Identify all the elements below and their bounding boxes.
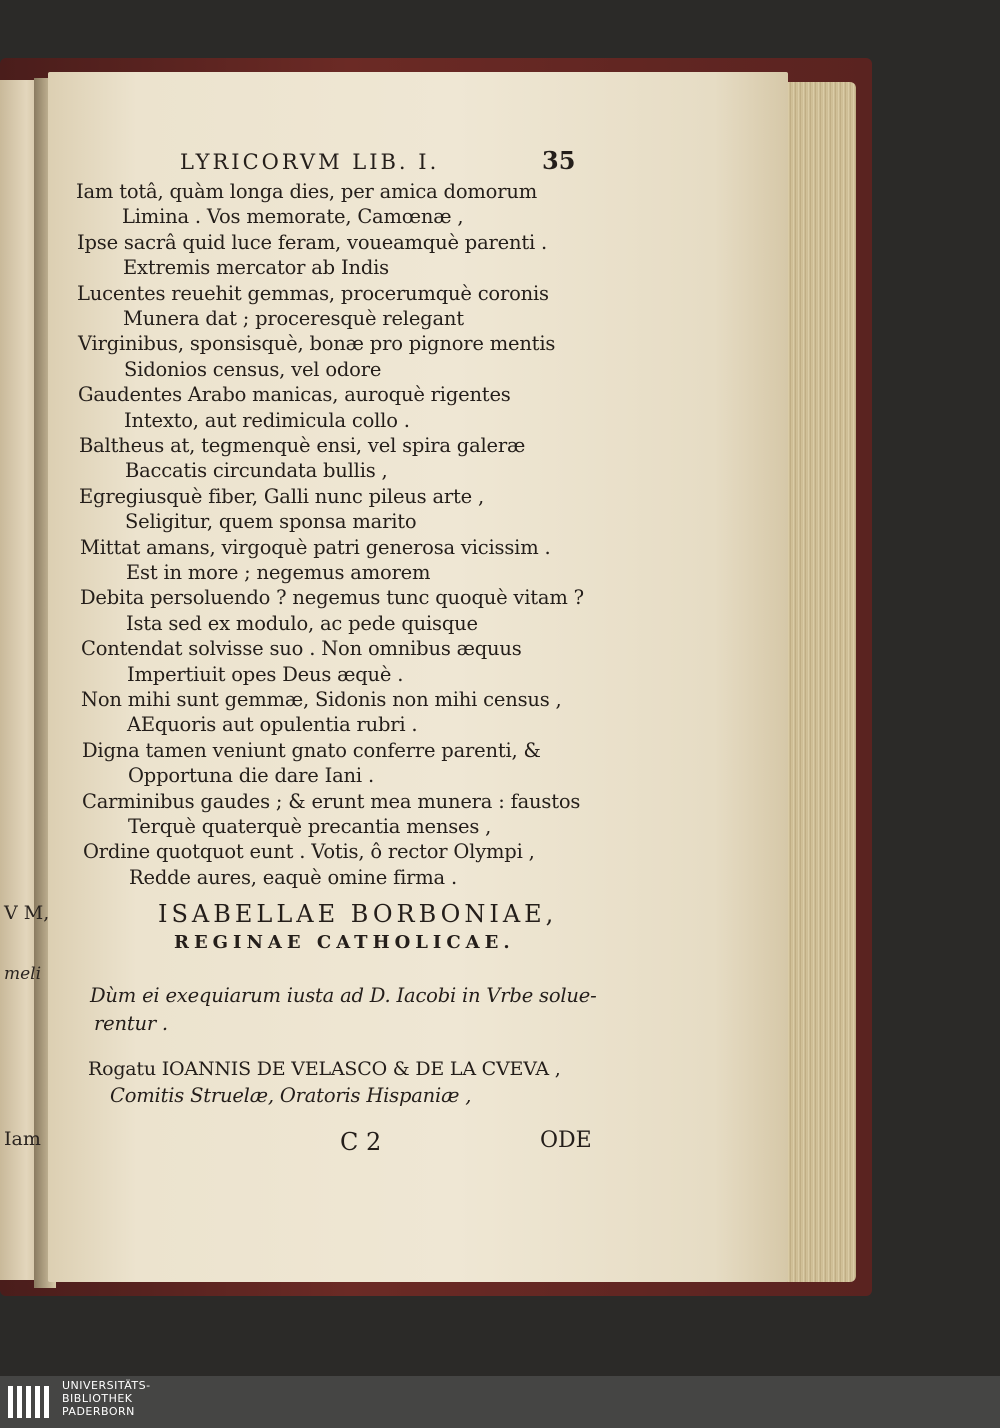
left-page-fragment: meli — [4, 964, 42, 984]
poem-line: Virginibus, sponsisquè, bonæ pro pignore mentis — [78, 332, 556, 356]
poem-line: Ista sed ex modulo, ac pede quisque — [126, 611, 478, 635]
poem-line: Digna tamen veniunt gnato conferre parenti, & — [82, 738, 541, 762]
section-subtitle: REGINAE CATHOLICAE. — [174, 932, 515, 953]
poem-line: Baltheus at, tegmenquè ensi, vel spira galeræ — [79, 434, 526, 457]
poem-line: Iam totâ, quàm longa dies, per amica domorum — [76, 180, 537, 203]
poem-line: Extremis mercator ab Indis — [123, 256, 389, 280]
poem-line: Munera dat ; proceresquè relegant — [123, 307, 464, 330]
left-page-fragment: V M, — [4, 902, 50, 924]
poem-line: Redde aures, eaquè omine firma . — [129, 865, 457, 889]
poem-line: Est in more ; negemus amorem — [126, 561, 431, 584]
running-title: LYRICORVM LIB. I. — [180, 150, 440, 174]
signature-mark: C 2 — [340, 1128, 382, 1156]
occasion-line: Dùm ei exequiarum iusta ad D. Iacobi in Vrbe solue- — [90, 984, 597, 1007]
poem-line: Contendat solvisse suo . Non omnibus æquus — [81, 637, 522, 661]
poem-line: Non mihi sunt gemmæ, Sidonis non mihi census , — [81, 688, 562, 711]
catchword: ODE — [540, 1128, 592, 1153]
poem-line: Limina . Vos memorate, Camœnæ , — [122, 205, 464, 229]
library-logo-line: UNIVERSITÄTS- — [62, 1379, 151, 1392]
poem-line: Egregiusquè fiber, Galli nunc pileus arte , — [79, 484, 484, 508]
poem-line: Debita persoluendo ? negemus tunc quoquè vitam ? — [80, 586, 584, 610]
library-logo-line: BIBLIOTHEK — [62, 1392, 133, 1405]
library-logo-line: PADERBORN — [62, 1405, 135, 1418]
poem-line: Lucentes reuehit gemmas, procerumquè coronis — [77, 281, 549, 305]
poem-line: Ordine quotquot eunt . Votis, ô rector Olympi , — [83, 840, 535, 864]
poem-line: Baccatis circundata bullis , — [125, 459, 388, 483]
poem-line: Ipse sacrâ quid luce feram, voueamquè parenti . — [77, 230, 547, 254]
poem-line: Impertiuit opes Deus æquè . — [127, 662, 404, 686]
poem-line: AEquoris aut opulentia rubri . — [127, 713, 418, 737]
occasion-line: rentur . — [94, 1012, 168, 1035]
poem-line: Seligitur, quem sponsa marito — [125, 510, 417, 534]
left-page-fragment: Iam — [4, 1128, 41, 1150]
poem-line: Intexto, aut redimicula collo . — [124, 408, 410, 432]
poem-line: Opportuna die dare Iani . — [128, 764, 374, 788]
poem-line: Terquè quaterquè precantia menses , — [128, 815, 492, 838]
section-title: ISABELLAE BORBONIAE, — [158, 900, 558, 928]
poem-line: Mittat amans, virgoquè patri generosa vicissim . — [80, 535, 551, 559]
library-logo-icon — [6, 1382, 54, 1422]
library-logo-text — [62, 1379, 151, 1418]
poem-line: Sidonios census, vel odore — [124, 357, 382, 381]
patron-line: Rogatu IOANNIS DE VELASCO & DE LA CVEVA , — [88, 1058, 561, 1080]
patron-line: Comitis Struelæ, Oratoris Hispaniæ , — [110, 1084, 472, 1107]
poem-line: Carminibus gaudes ; & erunt mea munera : faustos — [82, 789, 581, 813]
poem-line: Gaudentes Arabo manicas, auroquè rigentes — [78, 383, 511, 407]
page-number: 35 — [542, 146, 576, 175]
